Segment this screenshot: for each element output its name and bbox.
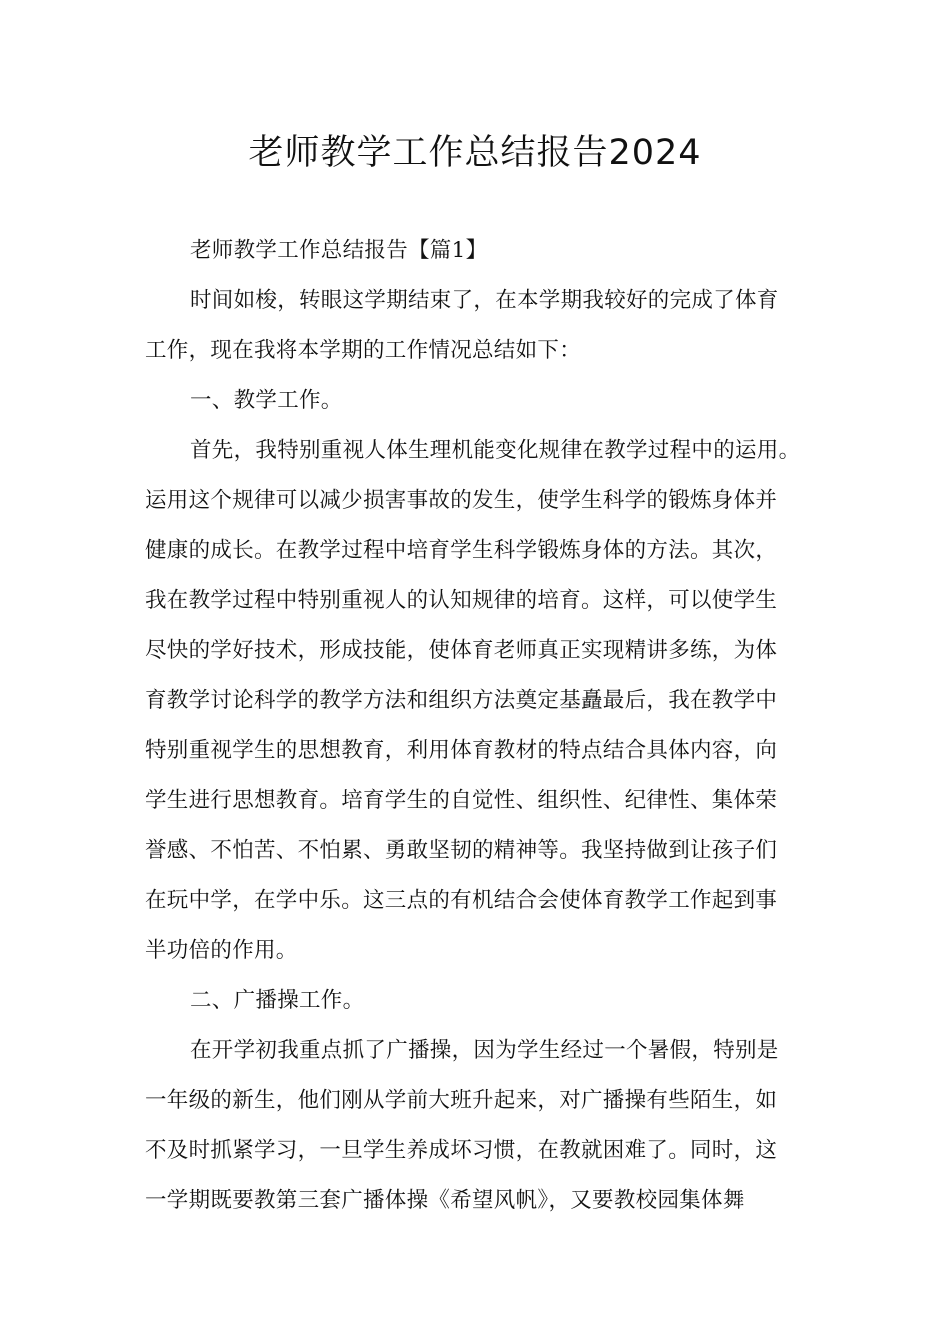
section-heading-teaching: 一、教学工作。 xyxy=(190,388,343,413)
section-heading-broadcast-exercise: 二、广播操工作。 xyxy=(190,988,365,1013)
paragraph-line: 时间如梭，转眼这学期结束了，在本学期我较好的完成了体育 xyxy=(190,288,779,313)
paragraph-line: 学生进行思想教育。培育学生的自觉性、组织性、纪律性、集体荣 xyxy=(145,788,778,813)
paragraph-line: 工作，现在我将本学期的工作情况总结如下： xyxy=(145,338,582,363)
paragraph-line: 我在教学过程中特别重视人的认知规律的培育。这样，可以使学生 xyxy=(145,588,778,613)
paragraph-line: 不及时抓紧学习，一旦学生养成坏习惯，在教就困难了。同时，这 xyxy=(145,1138,778,1163)
paragraph-line: 首先，我特别重视人体生理机能变化规律在教学过程中的运用。 xyxy=(190,438,801,463)
paragraph-line: 特别重视学生的思想教育，利用体育教材的特点结合具体内容，向 xyxy=(145,738,778,763)
paragraph-line: 育教学讨论科学的教学方法和组织方法奠定基矗最后，我在教学中 xyxy=(145,688,778,713)
paragraph-line: 尽快的学好技术，形成技能，使体育老师真正实现精讲多练，为体 xyxy=(145,638,778,663)
paragraph-line: 在开学初我重点抓了广播操，因为学生经过一个暑假，特别是 xyxy=(190,1038,779,1063)
paragraph-line: 健康的成长。在教学过程中培育学生科学锻炼身体的方法。其次， xyxy=(145,538,778,563)
document-title: 老师教学工作总结报告2024 xyxy=(248,133,702,173)
section-heading-article-1: 老师教学工作总结报告【篇1】 xyxy=(190,238,488,263)
paragraph-line: 半功倍的作用。 xyxy=(145,938,298,963)
paragraph-line: 一年级的新生，他们刚从学前大班升起来，对广播操有些陌生，如 xyxy=(145,1088,778,1113)
paragraph-line: 一学期既要教第三套广播体操《希望风帆》，又要教校园集体舞 xyxy=(145,1188,745,1213)
paragraph-line: 誉感、不怕苦、不怕累、勇敢坚韧的精神等。我坚持做到让孩子们 xyxy=(145,838,778,863)
paragraph-line: 在玩中学，在学中乐。这三点的有机结合会使体育教学工作起到事 xyxy=(145,888,778,913)
paragraph-line: 运用这个规律可以减少损害事故的发生，使学生科学的锻炼身体并 xyxy=(145,488,778,513)
